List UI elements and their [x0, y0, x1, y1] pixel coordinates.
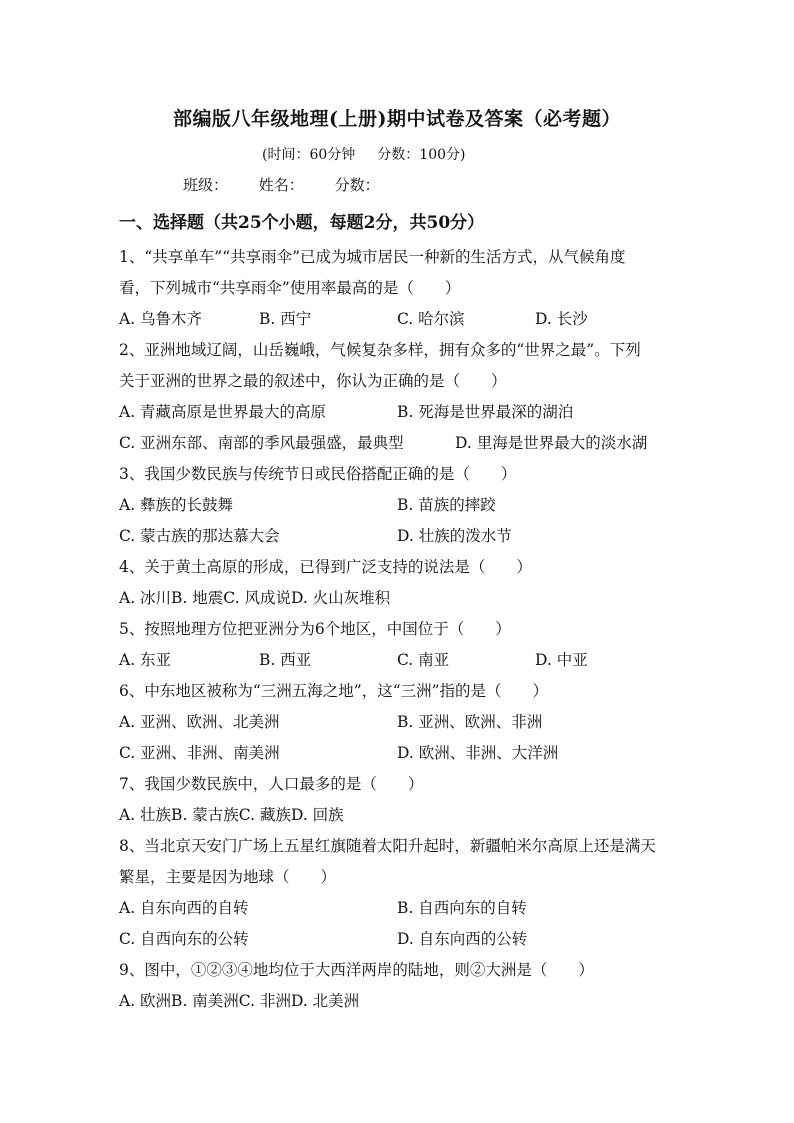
question-text: 繁星，主要是因为地球（ ） [119, 868, 337, 886]
time-limit: (时间：60分钟 [262, 147, 356, 163]
question-9 [119, 955, 679, 986]
option-a: A. 青藏高原是世界最大的高原 [119, 403, 327, 421]
question-6-options-row-2 [119, 738, 719, 769]
question-7-options [119, 800, 719, 831]
question-text: 3、我国少数民族与传统节日或民俗搭配正确的是（ ） [119, 465, 517, 483]
question-4-options [119, 583, 719, 614]
question-6-options-row-1 [119, 707, 719, 738]
option-b: B. 亚洲、欧洲、非洲 [397, 713, 543, 731]
question-4 [119, 552, 679, 583]
question-text: 1、“共享单车”“共享雨伞”已成为城市居民一种新的生活方式，从气候角度 [119, 248, 626, 266]
option-c: C. 哈尔滨 [397, 310, 465, 328]
class-label: 班级： [183, 176, 229, 194]
option-d: D. 长沙 [535, 310, 588, 328]
score-label: 分数： [334, 176, 380, 194]
option-a: A. 亚洲、欧洲、北美洲 [119, 713, 280, 731]
option-c: C. 自西向东的公转 [119, 930, 249, 948]
question-text: 看，下列城市“共享雨伞”使用率最高的是（ ） [119, 279, 461, 297]
option-d: D. 壮族的泼水节 [397, 527, 512, 545]
option-c: C. 蒙古族的那达慕大会 [119, 527, 280, 545]
question-8-options-row-2 [119, 924, 719, 955]
question-6 [119, 676, 679, 707]
total-score: 分数：100分) [377, 147, 466, 163]
question-8-options-row-1 [119, 893, 719, 924]
question-7 [119, 769, 679, 800]
question-8 [119, 831, 679, 893]
question-text: 8、当北京天安门广场上五星红旗随着太阳升起时，新疆帕米尔高原上还是满天 [119, 837, 656, 855]
student-info [183, 174, 406, 195]
option-c: C. 亚洲、非洲、南美洲 [119, 744, 280, 762]
question-text: 7、我国少数民族中，人口最多的是（ ） [119, 775, 424, 793]
question-9-options [119, 986, 719, 1017]
question-text: 6、中东地区被称为“三洲五海之地”，这“三洲”指的是（ ） [119, 682, 549, 700]
section-heading: 一、选择题（共25个小题，每题2分，共50分） [119, 213, 485, 233]
option-b: B. 西亚 [259, 651, 312, 669]
option-d: D. 欧洲、非洲、大洋洲 [397, 744, 559, 762]
options-inline: A. 壮族B. 蒙古族C. 藏族D. 回族 [119, 806, 344, 824]
option-d: D. 自东向西的公转 [397, 930, 528, 948]
option-c: C. 亚洲东部、南部的季风最强盛，最典型 [119, 434, 404, 452]
option-b: B. 死海是世界最深的湖泊 [397, 403, 574, 421]
option-d: D. 中亚 [535, 651, 588, 669]
option-c: C. 南亚 [397, 651, 450, 669]
option-b: B. 自西向东的自转 [397, 899, 527, 917]
question-5 [119, 614, 679, 645]
question-text: 5、按照地理方位把亚洲分为6个地区，中国位于（ ） [119, 620, 511, 638]
question-3-options-row-1 [119, 490, 719, 521]
exam-title: 部编版八年级地理(上册)期中试卷及答案（必考题） [173, 108, 621, 130]
options-inline: A. 冰川B. 地震C. 风成说D. 火山灰堆积 [119, 589, 391, 607]
options-inline: A. 欧洲B. 南美洲C. 非洲D. 北美洲 [119, 992, 360, 1010]
exam-subtitle [262, 144, 465, 164]
option-d: D. 里海是世界最大的淡水湖 [455, 434, 648, 452]
question-5-options [119, 645, 719, 676]
question-text: 9、图中，①②③④地均位于大西洋两岸的陆地，则②大洲是（ ） [119, 961, 594, 979]
option-a: A. 东亚 [119, 651, 172, 669]
option-b: B. 西宁 [259, 310, 312, 328]
question-1-options [119, 304, 719, 335]
question-2 [119, 335, 679, 397]
option-b: B. 苗族的摔跤 [397, 496, 496, 514]
question-2-options-row-1 [119, 397, 719, 428]
option-a: A. 自东向西的自转 [119, 899, 249, 917]
question-text: 关于亚洲的世界之最的叙述中，你认为正确的是（ ） [119, 372, 507, 390]
option-a: A. 彝族的长鼓舞 [119, 496, 234, 514]
name-label: 姓名： [258, 176, 304, 194]
question-1 [119, 242, 679, 304]
question-2-options-row-2 [119, 428, 719, 459]
question-3 [119, 459, 679, 490]
question-3-options-row-2 [119, 521, 719, 552]
question-text: 4、关于黄土高原的形成，已得到广泛支持的说法是（ ） [119, 558, 532, 576]
option-a: A. 乌鲁木齐 [119, 310, 203, 328]
question-text: 2、亚洲地域辽阔，山岳巍峨，气候复杂多样，拥有众多的“世界之最”。下列 [119, 341, 641, 359]
